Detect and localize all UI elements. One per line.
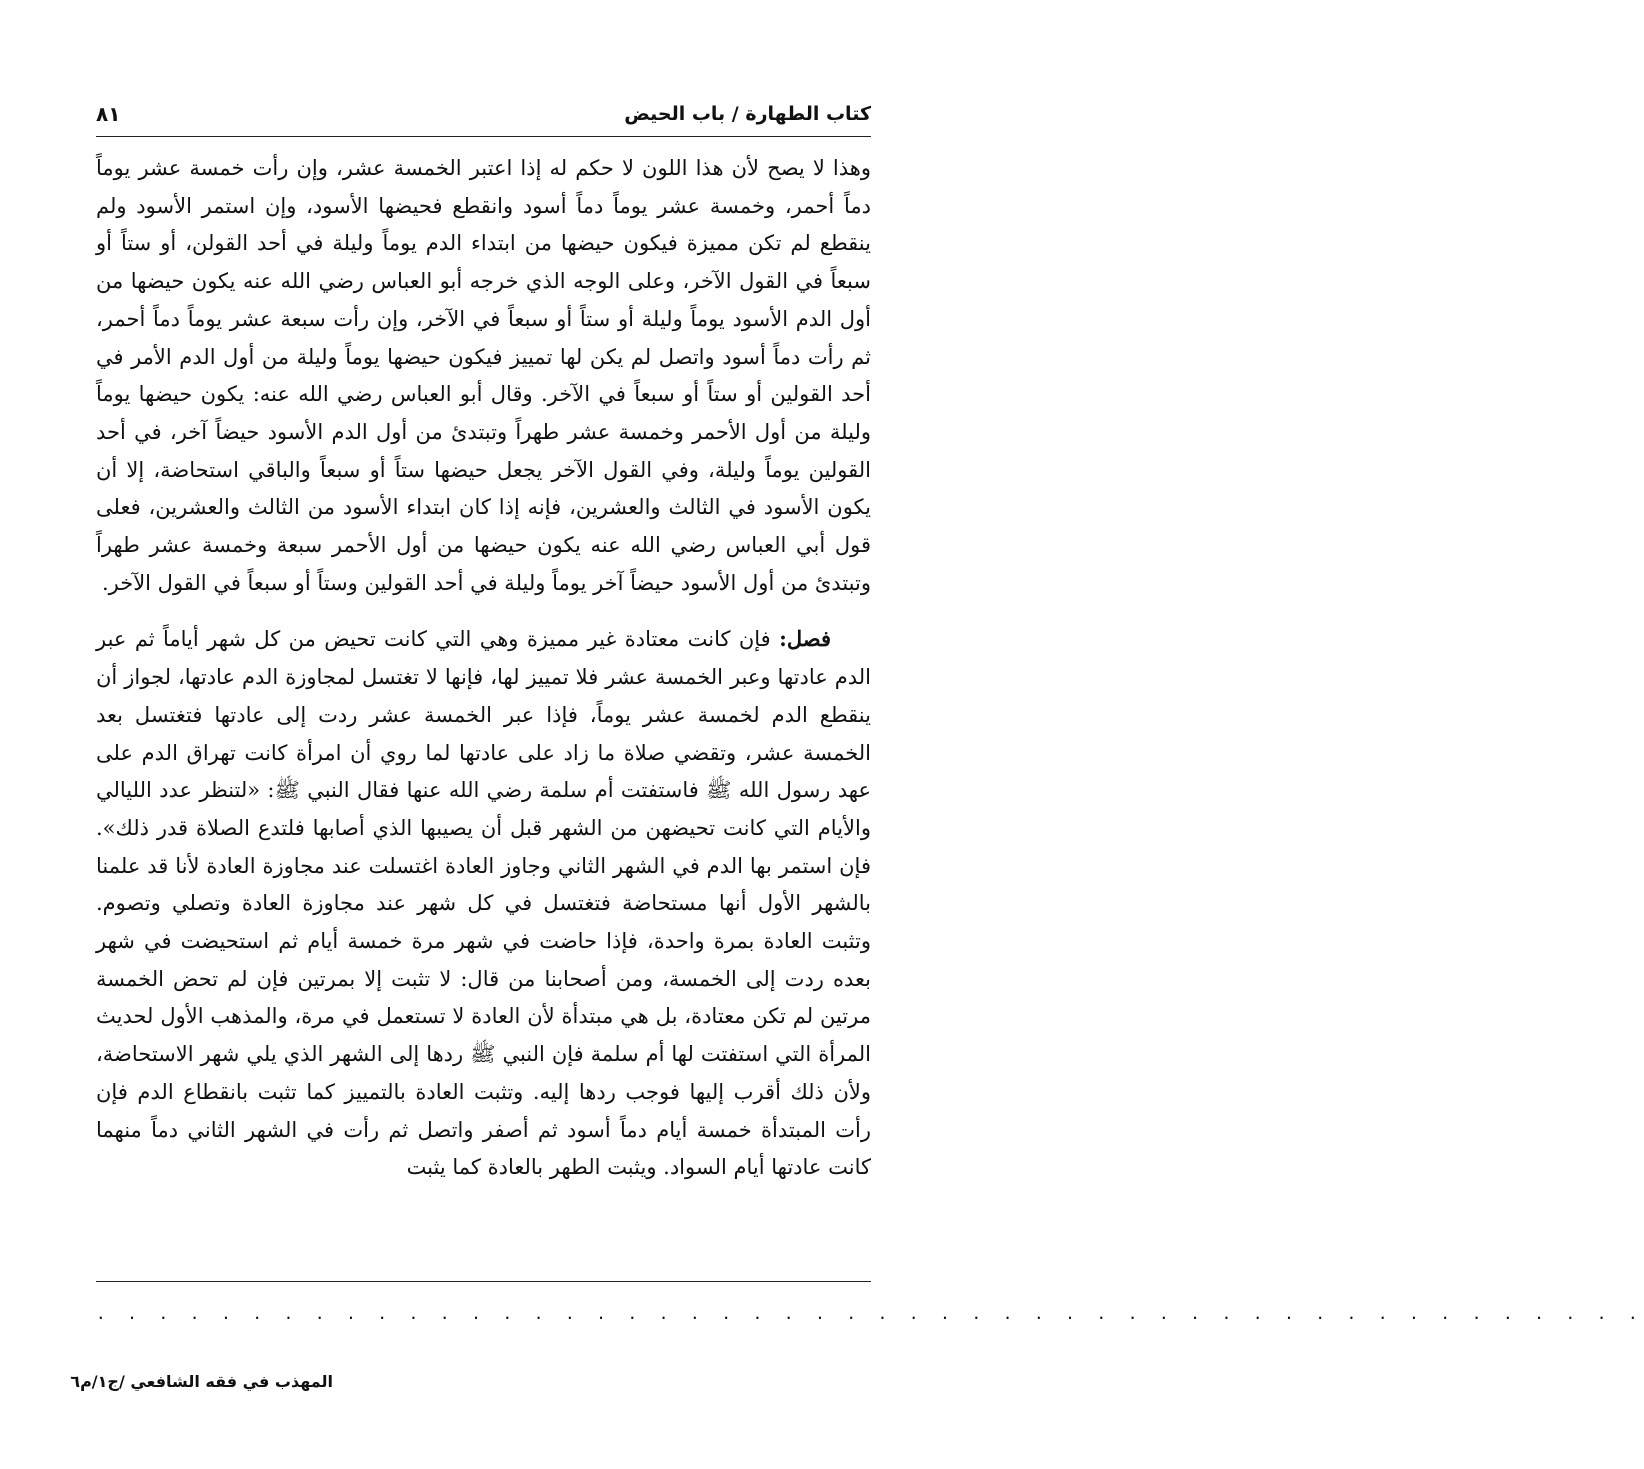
footnote-rule (96, 1281, 871, 1282)
footer-signature: المهذب في فقه الشافعي /ج١/م٦ (70, 1372, 333, 1391)
section-label: فصل: (779, 626, 831, 652)
main-text (96, 150, 871, 1187)
section-paragraph (96, 620, 871, 1187)
page-number: ٨١ (96, 102, 121, 126)
chapter-title: كتاب الطهارة / باب الحيض (624, 103, 871, 125)
paragraph: وهذا لا يصح لأن هذا اللون لا حكم له إذا اعتبر الخمسة عشر، وإن رأت خمسة عشر يوماً دماً أحمر، وخمسة عشر يوماً دماً أسود وانقطع فحيضها الأسود، وإن استمر الأسود ولم ينقطع لم تكن مميزة فيكون حيضها من ابتداء الدم يوماً وليلة في أحد القولن، أو ستاً أو سبعاً في القول الآخر، وعلى الوجه الذي خرجه أبو العباس رضي الله عنه يكون حيضها من أول الدم الأسود يوماً وليلة أو ستاً أو سبعاً في الآخر، وإن رأت سبعة عشر يوماً دماً أحمر، ثم رأت دماً أسود واتصل لم يكن لها تمييز فيكون حيضها يوماً وليلة من أول الدم الأمر في أحد القولين أو ستاً أو سبعاً في الآخر. وقال أبو العباس رضي الله عنه: يكون حيضها يوماً وليلة من أول الأحمر وخمسة عشر طهراً وتبتدئ من أول الدم الأسود حيضاً آخر، في أحد القولين يوماً وليلة، وفي القول الآخر يجعل حيضها ستاً أو سبعاً والباقي استحاضة، إلا أن يكون الأسود في الثالث والعشرين، فإنه إذا كان ابتداء الأسود من الثالث والعشرين، فعلى قول أبي العباس رضي الله عنه يكون حيضها من أول الأحمر سبعة وخمسة عشر طهراً وتبتدئ من أول الأسود حيضاً آخر يوماً وليلة في أحد القولين وستاً أو سبعاً في القول الآخر. (96, 156, 871, 595)
header-rule (96, 136, 871, 137)
footnote-dots: . . . . . . . . . . . . . . . . . . . . . . . . . . . . . . . . . . . . . . . . . . . . . . . . . . (96, 1304, 1644, 1323)
paragraph-text: فإن كانت معتادة غير مميزة وهي التي كانت تحيض من كل شهر أياماً ثم عبر الدم عادتها وعبر الخمسة عشر فلا تمييز لها، فإنها لا تغتسل لمجاوزة الدم عادتها، لجواز أن ينقطع الدم لخمسة عشر يوماً، فإذا عبر الخمسة عشر ردت إلى عادتها فتغتسل بعد الخمسة عشر، وتقضي صلاة ما زاد على عادتها لما روي أن امرأة كانت تهراق الدم على عهد رسول الله ﷺ فاستفتت أم سلمة رضي الله عنها فقال النبي ﷺ: «لتنظر عدد الليالي والأيام التي كانت تحيضهن من الشهر قبل أن يصيبها الذي أصابها فلتدع الصلاة قدر ذلك». فإن استمر بها الدم في الشهر الثاني وجاوز العادة اغتسلت عند مجاوزة العادة لأنا قد علمنا بالشهر الأول أنها مستحاضة فتغتسل في كل شهر عند مجاوزة العادة وتصلي وتصوم. وتثبت العادة بمرة واحدة، فإذا حاضت في شهر مرة خمسة أيام ثم استحيضت في شهر بعده ردت إلى الخمسة، ومن أصحابنا من قال: لا تثبت إلا بمرتين فإن لم تحض الخمسة مرتين لم تكن معتادة، بل هي مبتدأة لأن العادة لا تستعمل في مرة، والمذهب الأول لحديث المرأة التي استفتت لها أم سلمة فإن النبي ﷺ ردها إلى الشهر الذي يلي شهر الاستحاضة، ولأن ذلك أقرب إليها فوجب ردها إليه. وتثبت العادة بالتمييز كما تثبت بانقطاع الدم فإن رأت المبتدأة خمسة أيام دماً أسود ثم أصفر واتصل ثم رأت في الشهر الثاني دماً منهما كانت عادتها أيام السواد. ويثبت الطهر بالعادة كما يثبت (96, 627, 871, 1180)
running-header (96, 96, 871, 132)
